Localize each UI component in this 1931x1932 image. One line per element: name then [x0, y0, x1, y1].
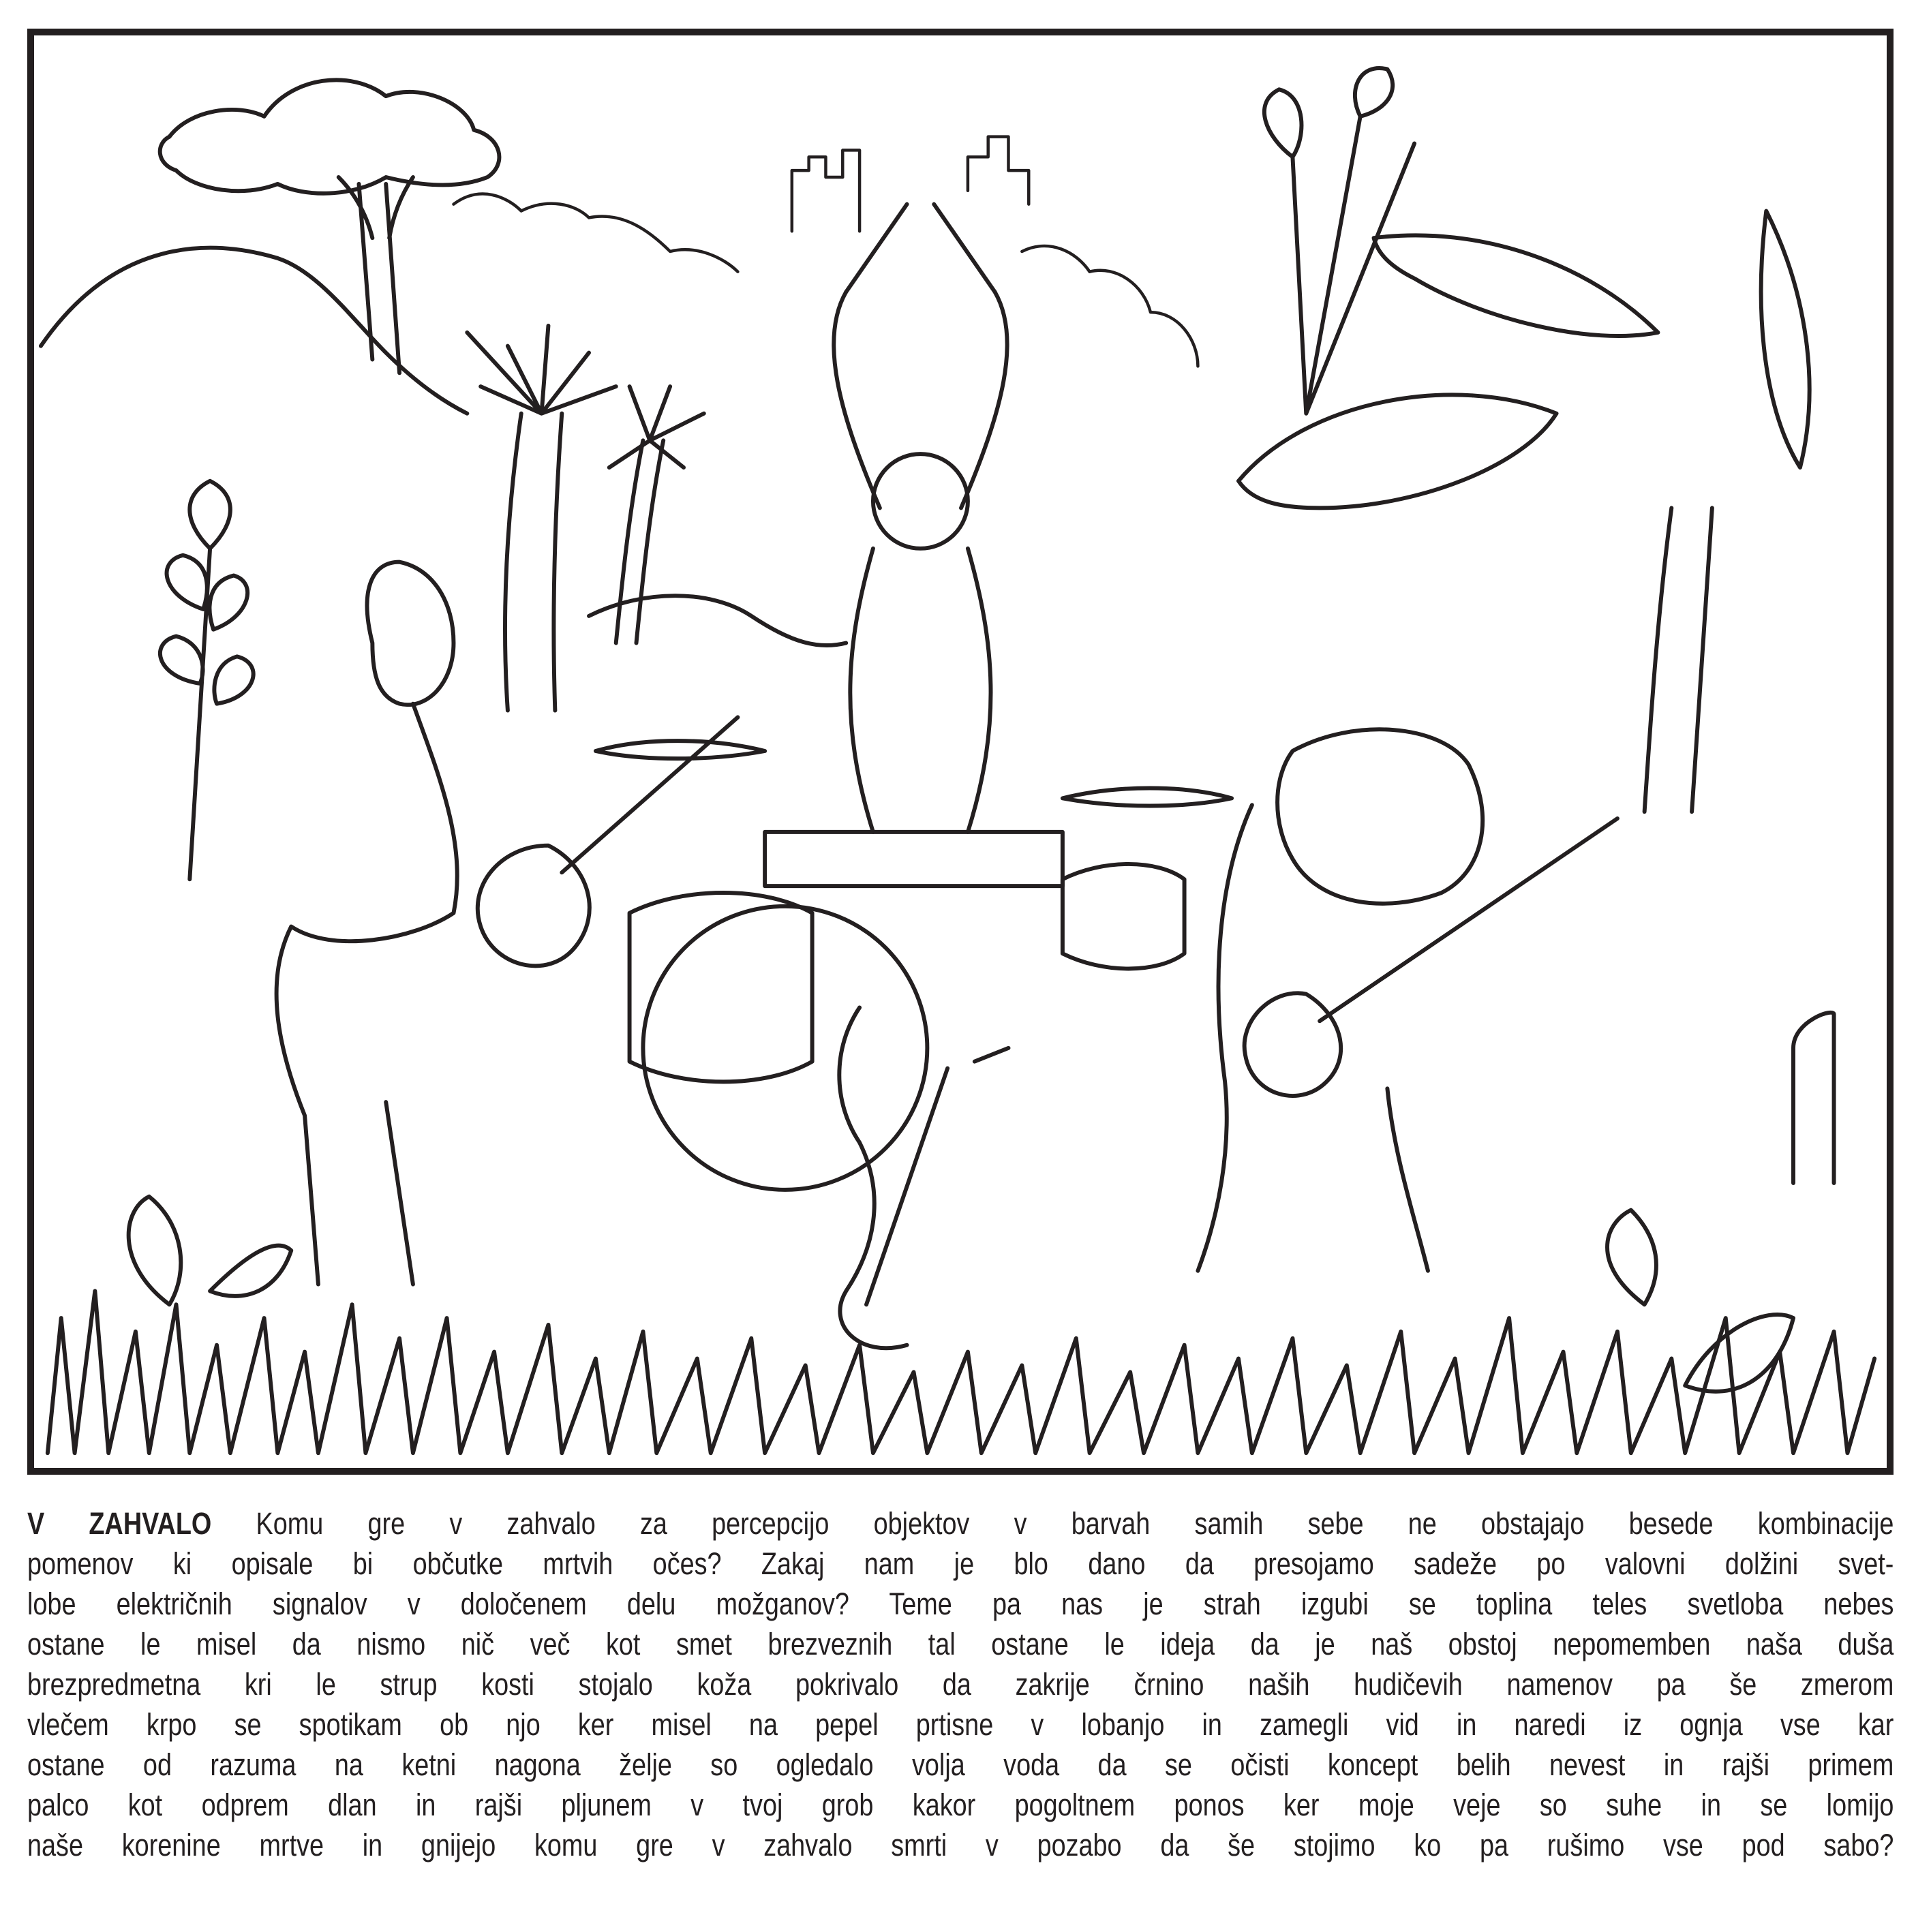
caption-line	[27, 1544, 1894, 1584]
palm-tree-left-trunk	[505, 414, 562, 711]
monkey-arms	[834, 292, 1007, 508]
caption-line	[27, 1664, 1894, 1704]
caption-line	[27, 1825, 1894, 1865]
leaf-bottom-right	[1607, 1210, 1793, 1392]
caption-line	[27, 1624, 1894, 1664]
tall-leaf-plant-left	[160, 481, 254, 879]
caption-line-text: Komu gre v zahvalo za percepcijo objektov v barvah samih sebe ne obstajajo besede kombinacije	[256, 1506, 1894, 1541]
monkey-body	[850, 549, 990, 832]
cymbal-left	[596, 741, 765, 758]
banana-leaf-upper	[1374, 235, 1658, 336]
banana-leaf-right	[1761, 211, 1810, 467]
microphone-stand	[866, 1048, 1008, 1304]
drum-box-top	[765, 832, 1063, 886]
caption-line	[27, 1745, 1894, 1785]
illustration-frame	[27, 29, 1894, 1475]
palm-tree-mid-fronds	[609, 386, 704, 467]
snake-body	[839, 1007, 907, 1348]
left-hill	[41, 248, 467, 414]
lion-guitar	[1245, 818, 1617, 1096]
palm-tree-left-fronds	[467, 326, 615, 414]
caption-title: V ZAHVALO	[27, 1506, 212, 1541]
cloud-line	[453, 194, 738, 271]
caption-line	[27, 1704, 1894, 1745]
cactus-right	[1793, 1013, 1834, 1183]
mid-hill	[589, 596, 846, 645]
llama-neck-body	[277, 704, 457, 1285]
foreground-grass	[48, 1291, 1874, 1453]
leaf-bottom-left	[129, 1197, 292, 1304]
bass-drum	[643, 906, 927, 1190]
caption-line-text: ostane od razuma na ketni nagona želje so ogledalo volja voda da se očisti koncept belih nevest in rajši primem	[27, 1747, 1894, 1782]
caption-line-text: ostane le misel da nismo nič več kot smet brezveznih tal ostane le ideja da je naš obstoj nepomemben naša duša	[27, 1627, 1894, 1661]
lion-body	[1198, 805, 1428, 1270]
caption-line-text: brezpredmetna kri le strup kosti stojalo koža pokrivalo da zakrije črnino naših hudičevih namenov pa še zmerom	[27, 1667, 1894, 1702]
banana-leaf-large	[1238, 395, 1557, 508]
drumsticks	[846, 204, 994, 292]
caption-line-text: naše korenine mrtve in gnijejo komu gre v zahvalo smrti v pozabo da še stojimo ko pa rušimo vse pod sabo?	[27, 1828, 1894, 1862]
caption-line-text: palco kot odprem dlan in rajši pljunem v tvoj grob kakor pogoltnem ponos ker moje veje so suhe in se lomijo	[27, 1788, 1894, 1822]
caption-line	[27, 1503, 1894, 1544]
palm-tree-mid-trunk	[616, 440, 663, 643]
banana-tree-trunk	[1645, 508, 1712, 812]
snare-drum	[1063, 864, 1185, 969]
acacia-tree-canopy	[160, 80, 500, 193]
cloud-line-right	[1022, 246, 1198, 366]
tulip-plant-top-right	[1264, 68, 1414, 414]
monkey-head	[873, 454, 968, 549]
poem-caption	[27, 1503, 1894, 1865]
caption-line-text: lobe električnih signalov v določenem delu možganov? Teme pa nas je strah izgubi se toplina teles svetloba nebes	[27, 1586, 1894, 1621]
cymbal-right	[1063, 788, 1232, 806]
caption-line-text: vlečem krpo se spotikam ob njo ker misel na pepel prtisne v lobanjo in zamegli vid in naredi iz ognja vse kar	[27, 1707, 1894, 1742]
caption-line	[27, 1584, 1894, 1624]
caption-line	[27, 1785, 1894, 1825]
caption-line-text: pomenov ki opisale bi občutke mrtvih očes? Zakaj nam je blo dano da presojamo sadeže po valovni dolžini svet-	[27, 1546, 1894, 1581]
lion-mane	[1277, 729, 1483, 904]
llama-head	[367, 562, 454, 705]
jungle-band-drawing	[34, 35, 1887, 1468]
city-skyline	[792, 137, 1029, 232]
